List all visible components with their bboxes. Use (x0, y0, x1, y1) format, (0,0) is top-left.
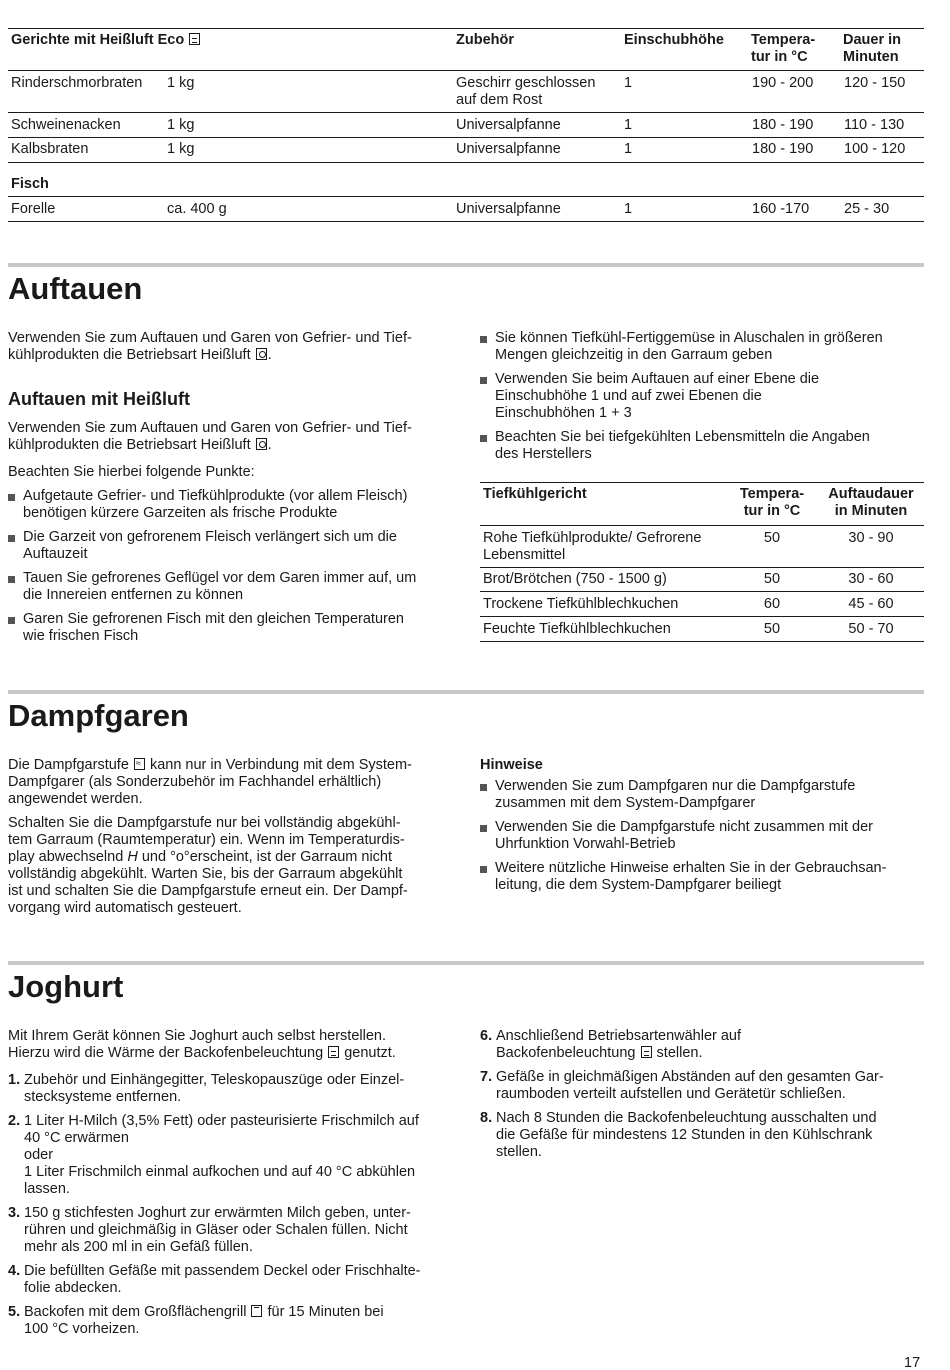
row-rule (8, 137, 924, 138)
row-temp: 50 (763, 621, 781, 637)
joghurt-intro: Mit Ihrem Gerät können Sie Joghurt auch selbst herstellen. Hierzu wird die Wärme der Backofenbeleuchtung genutzt. (8, 1028, 396, 1061)
row-temp: 180 - 190 (752, 141, 814, 157)
list-item: 1. Zubehör und Einhängegitter, Teleskopauszüge oder Einzel- stecksysteme entfernen. (8, 1072, 405, 1105)
list-item: Tauen Sie gefrorenes Geflügel vor dem Garen immer auf, um die Innereien entfernen zu können (8, 570, 453, 604)
row-duration: 50 - 70 (848, 621, 894, 637)
fish-heading: Fisch (11, 176, 49, 192)
list-item: 6. Anschließend Betriebsartenwähler auf Backofenbeleuchtung stellen. (480, 1028, 742, 1061)
oven-light-icon (641, 1046, 652, 1058)
section-title-dampfgaren: Dampfgaren (8, 698, 189, 733)
row-duration: 30 - 60 (848, 571, 894, 587)
row-duration: 45 - 60 (848, 596, 894, 612)
display-steam-symbol: °o° (170, 849, 190, 865)
section-divider (8, 690, 924, 694)
row-rule (8, 196, 924, 197)
section-divider (8, 961, 924, 965)
list-item: Verwenden Sie beim Auftauen auf einer Ebene die Einschubhöhe 1 und auf zwei Ebenen die Einschubhöhen 1 + 3 (480, 371, 925, 422)
joghurt-steps-left (8, 1072, 453, 1345)
row-accessory: Universalpfanne (456, 141, 561, 157)
section-title-auftauen: Auftauen (8, 271, 143, 306)
list-item: 2. 1 Liter H-Milch (3,5% Fett) oder pasteurisierte Frischmilch auf 40 °C erwärmen oder 1 Liter Frischmilch einmal aufkochen und auf 40 °C abkühlen lassen. (8, 1113, 419, 1197)
list-item: 4. Die befüllten Gefäße mit passendem Deckel oder Frischhalte- folie abdecken. (8, 1263, 421, 1296)
row-qty: 1 kg (167, 141, 195, 157)
dampfgaren-p1: Die Dampfgarstufe ≈ kann nur in Verbindung mit dem System- Dampfgarer (als Sonderzubehör im Fachhandel erhältlich) angewendet werden. (8, 757, 453, 808)
list-item: 3. 150 g stichfesten Joghurt zur erwärmten Milch geben, unter- rühren und gleichmäßig in Gläser oder Schalen füllen. Nicht mehr als 200 ml in ein Gefäß füllen. (8, 1205, 411, 1255)
row-duration: 120 - 150 (844, 75, 906, 91)
list-item: 7. Gefäße in gleichmäßigen Abständen auf den gesamten Gar- raumboden verteilt aufstellen und Gerätetür schließen. (480, 1069, 884, 1102)
row-accessory: Universalpfanne (456, 117, 561, 133)
header-dish: Tiefkühlgericht (483, 486, 587, 502)
row-accessory: Geschirr geschlossen auf dem Rost (456, 75, 596, 108)
oven-light-icon (328, 1046, 339, 1058)
list-item: Aufgetaute Gefrier- und Tiefkühlprodukte (vor allem Fleisch) benötigen kürzere Garzeiten als frische Produkte (8, 488, 453, 522)
header-dish: Gerichte mit Heißluft Eco (11, 32, 201, 49)
row-duration: 110 - 130 (844, 117, 905, 133)
hinweise-title: Hinweise (480, 757, 543, 773)
display-h-symbol: H (127, 849, 138, 865)
section-divider (8, 263, 924, 267)
page-number: 17 (904, 1355, 921, 1370)
row-rule (480, 567, 924, 568)
row-level: 1 (624, 141, 633, 157)
points-intro: Beachten Sie hierbei folgende Punkte: (8, 464, 255, 480)
auftauen-intro: Verwenden Sie zum Auftauen und Garen von Gefrier- und Tief- kühlprodukten die Betriebsart Heißluft . (8, 330, 412, 363)
row-duration: 100 - 120 (844, 141, 906, 157)
row-dish: Trockene Tiefkühlblechkuchen (483, 596, 679, 612)
row-dish: Kalbsbraten (11, 141, 89, 157)
list-item: Die Garzeit von gefrorenem Fleisch verlängert sich um die Auftauzeit (8, 529, 453, 563)
row-qty: ca. 400 g (167, 201, 227, 217)
steam-icon (134, 758, 145, 770)
hinweise-list (480, 778, 925, 901)
row-rule (8, 162, 924, 163)
header-temp: Tempera- tur in °C (739, 486, 805, 519)
row-dish: Schweinenacken (11, 117, 121, 133)
row-rule (8, 112, 924, 113)
row-dish: Feuchte Tiefkühlblechkuchen (483, 621, 671, 637)
header-duration: Auftaudauer in Minuten (828, 486, 914, 519)
hot-air-eco-icon (189, 33, 200, 45)
row-temp: 190 - 200 (752, 75, 814, 91)
header-rule (8, 70, 924, 71)
hot-air-icon (256, 438, 267, 450)
row-qty: 1 kg (167, 75, 195, 91)
row-dish: Rinderschmorbraten (11, 75, 143, 91)
list-item: Verwenden Sie die Dampfgarstufe nicht zusammen mit der Uhrfunktion Vorwahl-Betrieb (480, 819, 925, 853)
list-item: Verwenden Sie zum Dampfgaren nur die Dampfgarstufe zusammen mit dem System-Dampfgarer (480, 778, 925, 812)
row-dish: Brot/Brötchen (750 - 1500 g) (483, 571, 667, 587)
table-bottom-rule (480, 641, 924, 642)
section-title-joghurt: Joghurt (8, 969, 124, 1004)
row-duration: 25 - 30 (844, 201, 890, 217)
auftauen-left-bullets (8, 488, 453, 652)
row-dish: Rohe Tiefkühlprodukte/ Gefrorene Lebensmittel (483, 530, 702, 563)
joghurt-steps-right (480, 1028, 925, 1168)
full-grill-icon (251, 1305, 262, 1317)
row-rule (480, 591, 924, 592)
row-level: 1 (624, 75, 633, 91)
row-rule (480, 616, 924, 617)
auftauen-sub-intro: Verwenden Sie zum Auftauen und Garen von Gefrier- und Tief- kühlprodukten die Betriebsart Heißluft . (8, 420, 412, 453)
table-top-rule (480, 482, 924, 483)
row-temp: 180 - 190 (752, 117, 814, 133)
row-level: 1 (624, 201, 633, 217)
list-item: Garen Sie gefrorenen Fisch mit den gleichen Temperaturen wie frischen Fisch (8, 611, 453, 645)
list-item: 5. Backofen mit dem Großflächengrill für 15 Minuten bei 100 °C vorheizen. (8, 1304, 384, 1337)
table-bottom-rule (8, 221, 924, 222)
table-top-rule (8, 28, 924, 29)
row-temp: 50 (763, 530, 781, 546)
list-item: 8. Nach 8 Stunden die Backofenbeleuchtung ausschalten und die Gefäße für mindestens 12 Stunden in den Kühlschrank stellen. (480, 1110, 877, 1160)
hot-air-icon (256, 348, 267, 360)
row-duration: 30 - 90 (848, 530, 894, 546)
dampfgaren-p2: Schalten Sie die Dampfgarstufe nur bei vollständig abgekühl- tem Garraum (Raumtemperatur) ein. Wenn im Temperaturdis- play abwechselnd H und °o°erscheint, ist der Garraum nicht vollständig abgekühlt. Warten Sie, bis der Garraum abgekühlt ist und schalten Sie die Dampfgarstufe erneut ein. Der Dampf- vorgang wird automatisch gesteuert. (8, 815, 408, 916)
row-temp: 160 -170 (752, 201, 810, 217)
header-level: Einschubhöhe (624, 32, 724, 48)
header-accessory: Zubehör (456, 32, 514, 48)
header-duration: Dauer in Minuten (843, 32, 902, 65)
row-level: 1 (624, 117, 633, 133)
auftauen-right-bullets (480, 330, 925, 470)
row-accessory: Universalpfanne (456, 201, 561, 217)
list-item: Beachten Sie bei tiefgekühlten Lebensmitteln die Angaben des Herstellers (480, 429, 925, 463)
row-temp: 60 (763, 596, 781, 612)
list-item: Weitere nützliche Hinweise erhalten Sie in der Gebrauchsan- leitung, die dem System-Dampfgarer beiliegt (480, 860, 925, 894)
row-dish: Forelle (11, 201, 56, 217)
row-qty: 1 kg (167, 117, 195, 133)
row-temp: 50 (763, 571, 781, 587)
subheading-auftauen-heissluft: Auftauen mit Heißluft (8, 389, 190, 409)
header-rule (480, 525, 924, 526)
list-item: Sie können Tiefkühl-Fertiggemüse in Aluschalen in größeren Mengen gleichzeitig in den Garraum geben (480, 330, 925, 364)
header-temp: Tempera- tur in °C (751, 32, 816, 65)
